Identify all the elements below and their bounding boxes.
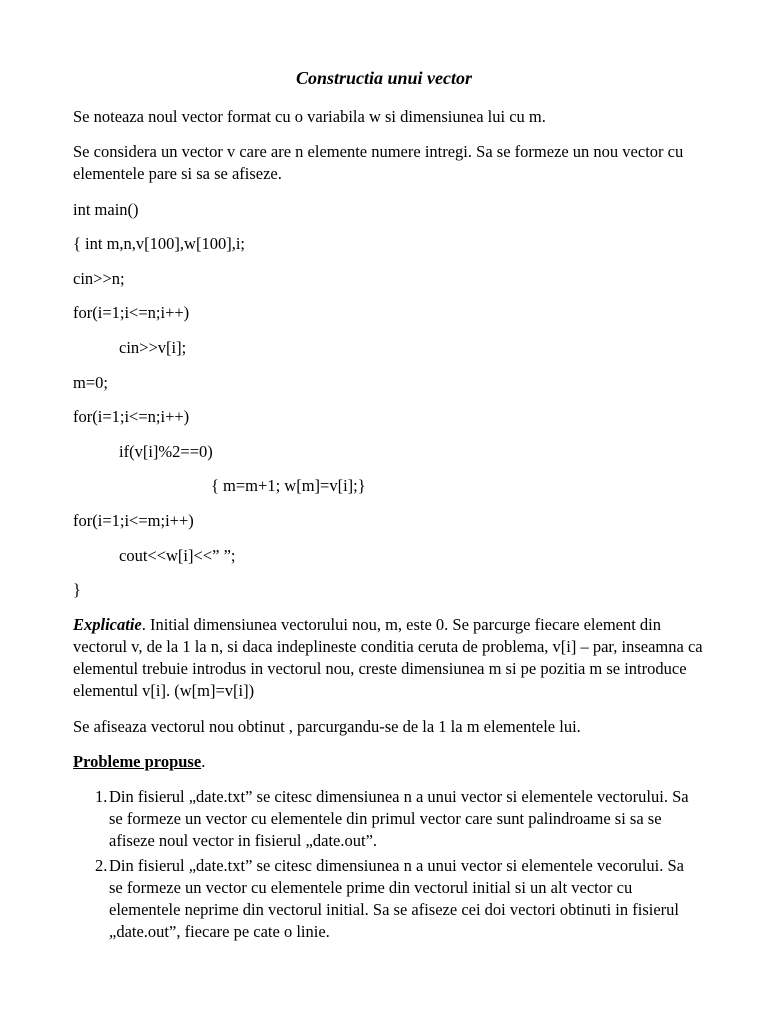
code-line-6: m=0; <box>73 373 108 392</box>
problems-suffix: . <box>201 752 206 771</box>
code-line-9: { m=m+1; w[m]=v[i];} <box>211 476 366 495</box>
problem-item <box>73 786 693 852</box>
problem-number: 1. <box>95 787 108 806</box>
code-line-7: for(i=1;i<=n;i++) <box>73 407 190 426</box>
code-line-11: cout<<w[i]<<” ”; <box>119 546 236 565</box>
code-line-1: int main() <box>73 200 139 219</box>
explanation-paragraph <box>73 614 703 702</box>
code-line-5: cin>>v[i]; <box>119 338 187 357</box>
display-note: Se afiseaza vectorul nou obtinut , parcurgandu-se de la 1 la m elementele lui. <box>73 717 581 736</box>
code-line-2: { int m,n,v[100],w[100],i; <box>73 234 245 253</box>
problem-text: Din fisierul „date.txt” se citesc dimensiunea n a unui vector si elementele vecorului. Sa se formeze un vector cu elementele prime din vectorul initial si un alt vector cu elementele neprime din vectorul initial. Sa se afiseze cei doi vectori obtinuti in fisierul „date.out”, fiecare pe cate o linie. <box>109 856 685 941</box>
problems-heading <box>73 751 205 773</box>
problem-number: 2. <box>95 856 108 875</box>
problems-label: Probleme propuse <box>73 752 202 771</box>
code-line-4: for(i=1;i<=n;i++) <box>73 303 190 322</box>
code-line-8: if(v[i]%2==0) <box>119 442 213 461</box>
document-title: Constructia unui vector <box>295 68 473 88</box>
problems-list <box>73 786 693 946</box>
explanation-label: Explicatie <box>73 615 142 634</box>
code-line-3: cin>>n; <box>73 269 125 288</box>
problem-item <box>73 855 693 943</box>
explanation-text: . Initial dimensiunea vectorului nou, m, este 0. Se parcurge fiecare element din vectorul v, de la 1 la n, si daca indeplineste conditia ceruta de problema, v[i] – par, inseamna ca elementul trebuie introdus in vectorul nou, creste dimensiunea m si pe pozitia m se introduce elementul v[i]. (w[m]=v[i]) <box>73 615 703 700</box>
problem-text: Din fisierul „date.txt” se citesc dimensiunea n a unui vector si elementele vectorului. Sa se formeze un vector cu elementele din primul vector care sunt palindroame si sa se afiseze noul vector in fisierul „date.out”. <box>109 787 689 850</box>
code-line-12: } <box>73 580 81 599</box>
intro-sentence-1: Se noteaza noul vector format cu o variabila w si dimensiunea lui cu m. <box>73 107 546 126</box>
intro-sentence-2: Se considera un vector v care are n elemente numere intregi. Sa se formeze un nou vector cu elementele pare si sa se afiseze. <box>73 142 684 183</box>
code-line-10: for(i=1;i<=m;i++) <box>73 511 194 530</box>
